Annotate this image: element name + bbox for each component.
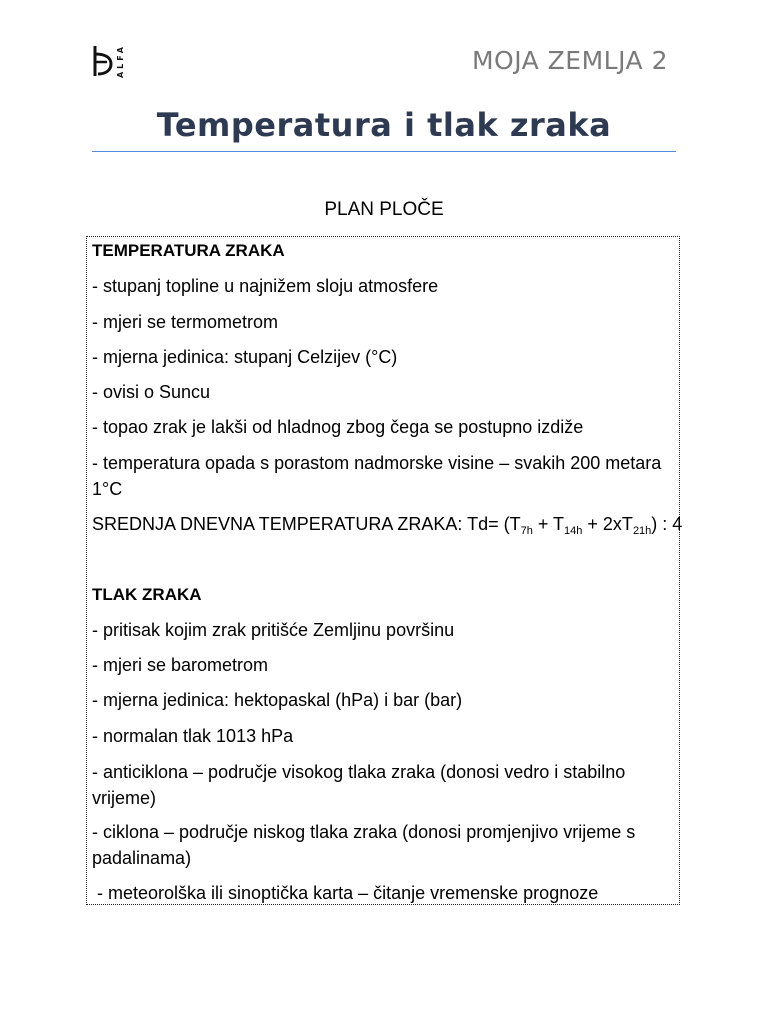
pressure-item: - pritisak kojim zrak pritišće Zemljinu površinu [92,620,455,640]
series-title: MOJA ZEMLJA 2 [471,46,668,75]
page-title: Temperatura i tlak zraka [156,106,612,144]
mean-temperature-formula [92,511,683,537]
formula-mid-2: + 2xT [582,514,633,534]
temperature-item: - topao zrak je lakši od hladnog zbog čega se postupno izdiže [92,417,584,437]
temperature-heading: TEMPERATURA ZRAKA [92,241,285,260]
temperature-item: - ovisi o Suncu [92,382,211,402]
formula-suffix: ) : 4 [651,514,683,534]
pressure-item: - mjeri se barometrom [92,655,269,675]
formula-mid-1: + T [532,514,565,534]
pressure-heading: TLAK ZRAKA [92,585,202,604]
plan-heading: PLAN PLOČE [324,199,444,220]
pressure-item: - mjerna jedinica: hektopaskal (hPa) i bar (bar) [92,690,463,710]
title-divider [92,151,676,152]
alfa-logo-icon [92,44,114,78]
formula-sub-21h: 21h [632,525,652,537]
formula-prefix: SREDNJA DNEVNA TEMPERATURA ZRAKA: Td= (T [92,514,521,534]
board-plan-box [86,236,683,905]
temperature-item: - mjeri se termometrom [92,312,279,332]
alfa-logo [92,44,132,80]
temperature-item: - mjerna jedinica: stupanj Celzijev (°C) [92,347,398,367]
logo-text: ALFA [116,44,125,79]
formula-sub-7h: 7h [520,525,533,537]
pressure-item: - meteorolška ili sinoptička karta – čitanje vremenske prognoze [92,883,599,903]
pressure-item: - anticiklona – područje visokog tlaka zraka (donosi vedro i stabilno vrijeme) [92,762,626,808]
temperature-item: - temperatura opada s porastom nadmorske visine – svakih 200 metara 1°C [92,453,662,499]
pressure-item: - ciklona – područje niskog tlaka zraka (donosi promjenjivo vrijeme s padalinama) [92,822,636,868]
temperature-item: - stupanj topline u najnižem sloju atmosfere [92,276,439,296]
pressure-item: - normalan tlak 1013 hPa [92,726,294,746]
formula-sub-14h: 14h [564,525,583,537]
